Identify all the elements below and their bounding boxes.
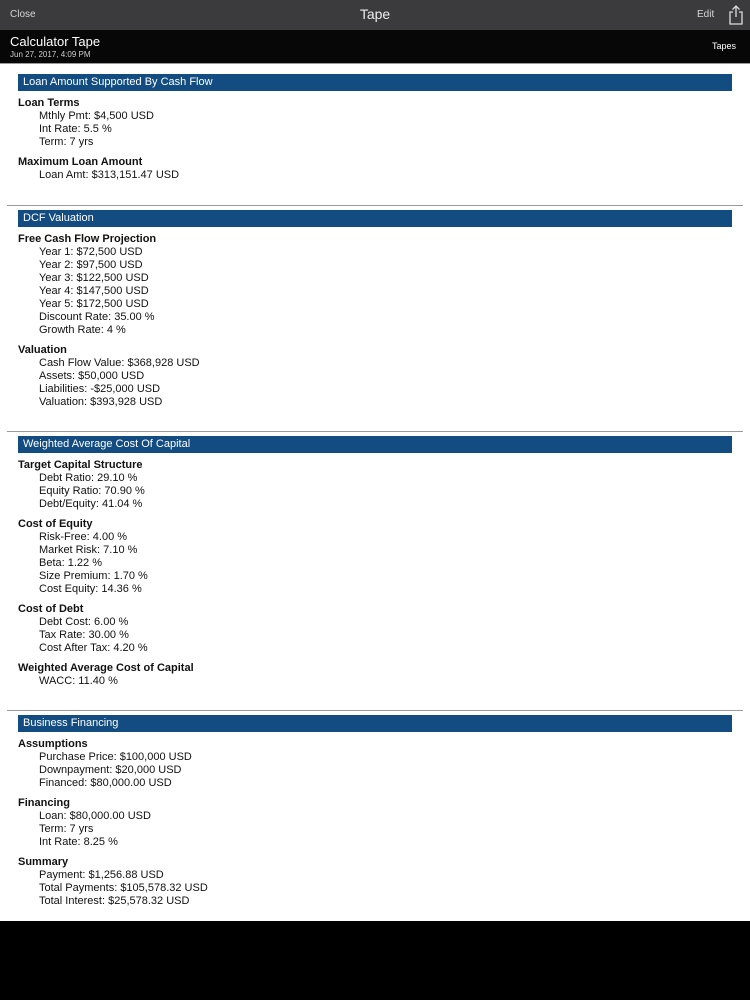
- line-item: Cash Flow Value: $368,928 USD: [39, 357, 200, 369]
- line-item: Discount Rate: 35.00 %: [39, 311, 155, 323]
- tapes-button[interactable]: Tapes: [712, 41, 737, 51]
- group-title: Assumptions: [18, 738, 88, 750]
- group-assumptions: [18, 738, 750, 790]
- group-title: Target Capital Structure: [18, 459, 143, 471]
- line-item: Market Risk: 7.10 %: [39, 544, 138, 556]
- line-item: Debt/Equity: 41.04 %: [39, 498, 143, 510]
- line-item: Financed: $80,000.00 USD: [39, 777, 172, 789]
- line-item: Loan: $80,000.00 USD: [39, 810, 151, 822]
- group-title: Summary: [18, 856, 69, 868]
- line-item: Term: 7 yrs: [39, 136, 94, 148]
- line-item: Total Interest: $25,578.32 USD: [39, 895, 190, 907]
- line-item: Debt Ratio: 29.10 %: [39, 472, 138, 484]
- line-item: Cost Equity: 14.36 %: [39, 583, 142, 595]
- share-button[interactable]: [728, 5, 744, 25]
- group-cost-of-debt: [18, 603, 750, 655]
- section-header: Weighted Average Cost Of Capital: [18, 436, 732, 453]
- navigation-bar: [0, 0, 750, 30]
- group-title: Valuation: [18, 344, 67, 356]
- line-item: Int Rate: 8.25 %: [39, 836, 118, 848]
- group-cost-of-equity: [18, 518, 750, 596]
- section-loan-amount: [0, 74, 750, 182]
- section-divider: [7, 205, 743, 206]
- group-title: Cost of Equity: [18, 518, 93, 530]
- edit-button[interactable]: Edit: [697, 9, 715, 20]
- line-item: Valuation: $393,928 USD: [39, 396, 163, 408]
- line-item: Cost After Tax: 4.20 %: [39, 642, 148, 654]
- group-valuation: [18, 344, 750, 409]
- tape-date: Jun 27, 2017, 4:09 PM: [10, 50, 91, 59]
- tape-header: [0, 30, 750, 63]
- line-item: Size Premium: 1.70 %: [39, 570, 148, 582]
- nav-title: Tape: [359, 6, 391, 22]
- line-item: Tax Rate: 30.00 %: [39, 629, 129, 641]
- section-header: Business Financing: [18, 715, 732, 732]
- section-dcf-valuation: [0, 210, 750, 409]
- line-item: Year 5: $172,500 USD: [39, 298, 149, 310]
- line-item: Equity Ratio: 70.90 %: [39, 485, 145, 497]
- line-item: Year 3: $122,500 USD: [39, 272, 149, 284]
- line-item: Downpayment: $20,000 USD: [39, 764, 182, 776]
- group-title: Loan Terms: [18, 97, 80, 109]
- group-loan-terms: [18, 97, 750, 149]
- line-item: Risk-Free: 4.00 %: [39, 531, 128, 543]
- line-item: Year 2: $97,500 USD: [39, 259, 143, 271]
- line-item: Int Rate: 5.5 %: [39, 123, 112, 135]
- group-free-cash-flow: [18, 233, 750, 337]
- section-business-financing: [0, 715, 750, 908]
- group-target-capital: [18, 459, 750, 511]
- group-title: Financing: [18, 797, 70, 809]
- section-header: DCF Valuation: [18, 210, 732, 227]
- group-maximum-loan: [18, 156, 750, 182]
- section-divider: [7, 431, 743, 432]
- group-title: Free Cash Flow Projection: [18, 233, 157, 245]
- group-summary: [18, 856, 750, 908]
- line-item: Payment: $1,256.88 USD: [39, 869, 164, 881]
- section-wacc: [0, 436, 750, 688]
- line-item: WACC: 11.40 %: [39, 675, 118, 687]
- line-item: Growth Rate: 4 %: [39, 324, 126, 336]
- line-item: Mthly Pmt: $4,500 USD: [39, 110, 154, 122]
- line-item: Beta: 1.22 %: [39, 557, 102, 569]
- section-header: Loan Amount Supported By Cash Flow: [18, 74, 732, 91]
- group-title: Maximum Loan Amount: [18, 156, 143, 168]
- group-title: Weighted Average Cost of Capital: [18, 662, 194, 674]
- line-item: Year 4: $147,500 USD: [39, 285, 149, 297]
- group-financing: [18, 797, 750, 849]
- line-item: Total Payments: $105,578.32 USD: [39, 882, 208, 894]
- close-button[interactable]: Close: [10, 9, 36, 20]
- line-item: Purchase Price: $100,000 USD: [39, 751, 192, 763]
- line-item: Liabilities: -$25,000 USD: [39, 383, 161, 395]
- line-item: Loan Amt: $313,151.47 USD: [39, 169, 180, 181]
- line-item: Debt Cost: 6.00 %: [39, 616, 129, 628]
- tape-title: Calculator Tape: [10, 34, 101, 49]
- section-divider: [7, 710, 743, 711]
- group-wacc: [18, 662, 750, 688]
- line-item: Year 1: $72,500 USD: [39, 246, 143, 258]
- line-item: Term: 7 yrs: [39, 823, 94, 835]
- share-icon: [728, 5, 744, 25]
- tape-document: [0, 63, 750, 921]
- line-item: Assets: $50,000 USD: [39, 370, 145, 382]
- group-title: Cost of Debt: [18, 603, 84, 615]
